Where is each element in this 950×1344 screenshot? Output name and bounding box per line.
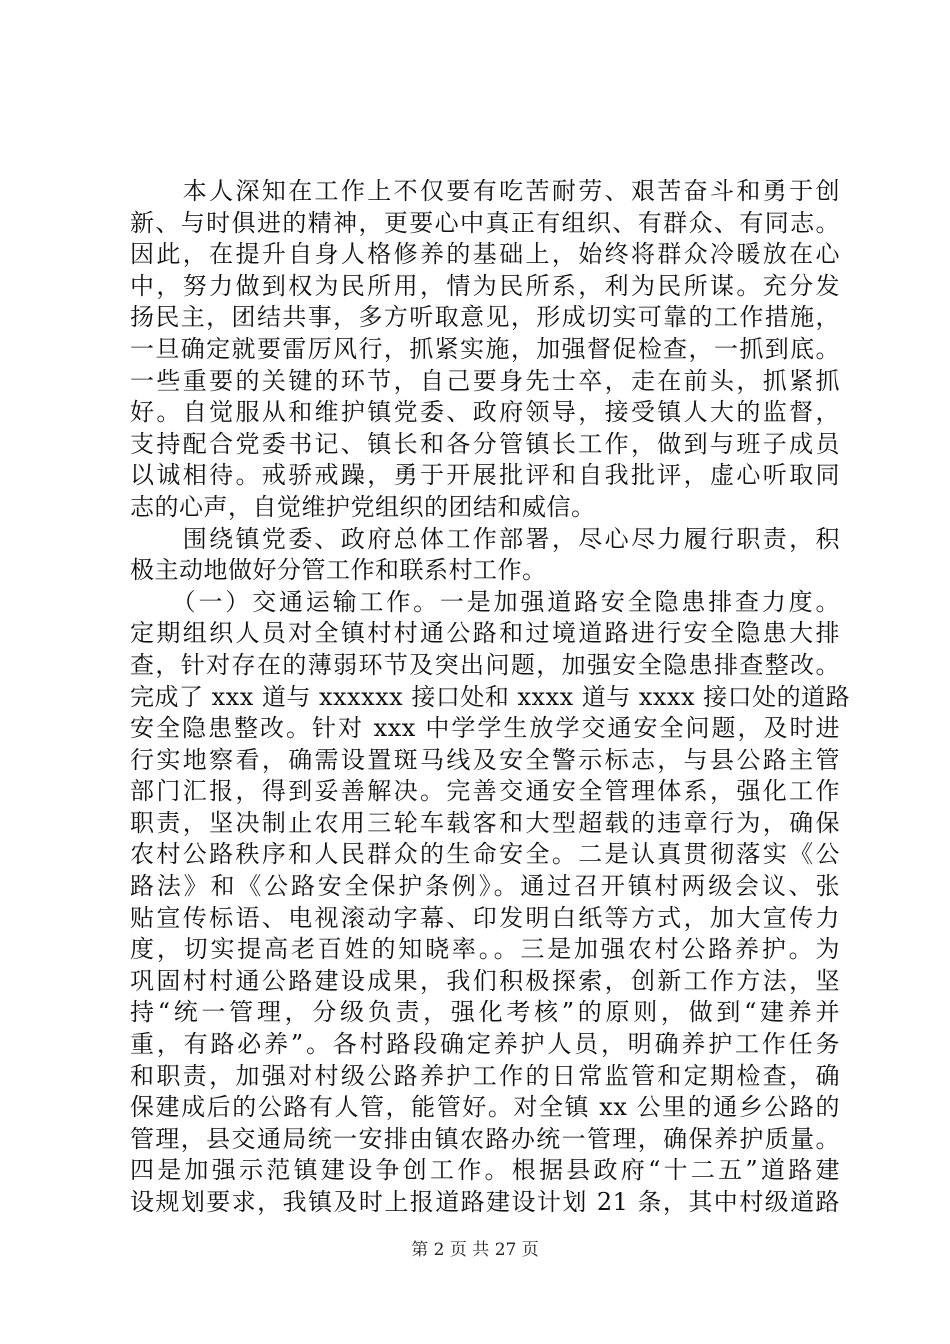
text-line: 一旦确定就要雷厉风行，抓紧实施，加强督促检查，一抓到底。 xyxy=(130,334,840,363)
text-line: 好。自觉服从和维护镇党委、政府领导，接受镇人大的监督， xyxy=(130,398,840,427)
page-footer: 第 2 页 共 27 页 xyxy=(411,1240,539,1260)
text-line: 完成了 xxx 道与 xxxxxx 接口处和 xxxx 道与 xxxx 接口处的道路 xyxy=(130,682,851,711)
text-line: 新、与时俱进的精神，更要心中真正有组织、有群众、有同志。 xyxy=(130,208,840,237)
text-line: 极主动地做好分管工作和联系村工作。 xyxy=(130,556,547,585)
text-line: 职责，坚决制止农用三轮车载客和大型超载的违章行为，确保 xyxy=(130,808,840,837)
text-line: 路法》和《公路安全保护条例》。通过召开镇村两级会议、张 xyxy=(130,872,840,901)
text-line: 和职责，加强对村级公路养护工作的日常监管和定期检查，确 xyxy=(130,1061,840,1090)
body-text xyxy=(130,176,851,1219)
text-line: 持“统一管理，分级负责，强化考核”的原则，做到“建养并 xyxy=(130,998,840,1027)
text-line: 围绕镇党委、政府总体工作部署，尽心尽力履行职责，积 xyxy=(130,524,840,553)
text-line: 管理，县交通局统一安排由镇农路办统一管理，确保养护质量。 xyxy=(130,1124,840,1153)
text-line: 部门汇报，得到妥善解决。完善交通安全管理体系，强化工作 xyxy=(130,777,840,806)
text-line: 以诚相待。戒骄戒躁，勇于开展批评和自我批评，虚心听取同 xyxy=(130,461,840,490)
text-line: 查，针对存在的薄弱环节及突出问题，加强安全隐患排查整改。 xyxy=(130,650,840,679)
text-line: 保建成后的公路有人管，能管好。对全镇 xx 公里的通乡公路的 xyxy=(130,1093,840,1122)
text-line: 设规划要求，我镇及时上报道路建设计划 21 条，其中村级道路 xyxy=(130,1188,840,1216)
text-line: 农村公路秩序和人民群众的生命安全。二是认真贯彻落实《公 xyxy=(130,840,840,869)
text-line: 扬民主，团结共事，多方听取意见，形成切实可靠的工作措施， xyxy=(130,303,840,332)
text-line: （一）交通运输工作。一是加强道路安全隐患排查力度。 xyxy=(130,587,840,616)
text-line: 四是加强示范镇建设争创工作。根据县政府“十二五”道路建 xyxy=(130,1156,840,1185)
text-line: 志的心声，自觉维护党组织的团结和威信。 xyxy=(130,492,596,521)
text-line: 行实地察看，确需设置斑马线及安全警示标志，与县公路主管 xyxy=(130,745,840,774)
text-line: 因此，在提升自身人格修养的基础上，始终将群众冷暖放在心 xyxy=(130,240,840,269)
text-line: 中，努力做到权为民所用，情为民所系，利为民所谋。充分发 xyxy=(130,271,840,300)
text-line: 重，有路必养”。各村路段确定养护人员，明确养护工作任务 xyxy=(130,1030,840,1059)
text-line: 定期组织人员对全镇村村通公路和过境道路进行安全隐患大排 xyxy=(130,619,840,648)
text-line: 度，切实提高老百姓的知晓率。。三是加强农村公路养护。为 xyxy=(130,935,840,964)
text-line: 安全隐患整改。针对 xxx 中学学生放学交通安全问题，及时进 xyxy=(130,714,840,743)
text-line: 本人深知在工作上不仅要有吃苦耐劳、艰苦奋斗和勇于创 xyxy=(130,177,840,205)
text-line: 贴宣传标语、电视滚动字幕、印发明白纸等方式，加大宣传力 xyxy=(130,903,840,932)
text-line: 一些重要的关键的环节，自己要身先士卒，走在前头，抓紧抓 xyxy=(130,366,840,395)
text-line: 巩固村村通公路建设成果，我们积极探索，创新工作方法，坚 xyxy=(130,966,840,995)
text-line: 支持配合党委书记、镇长和各分管镇长工作，做到与班子成员 xyxy=(130,429,840,458)
